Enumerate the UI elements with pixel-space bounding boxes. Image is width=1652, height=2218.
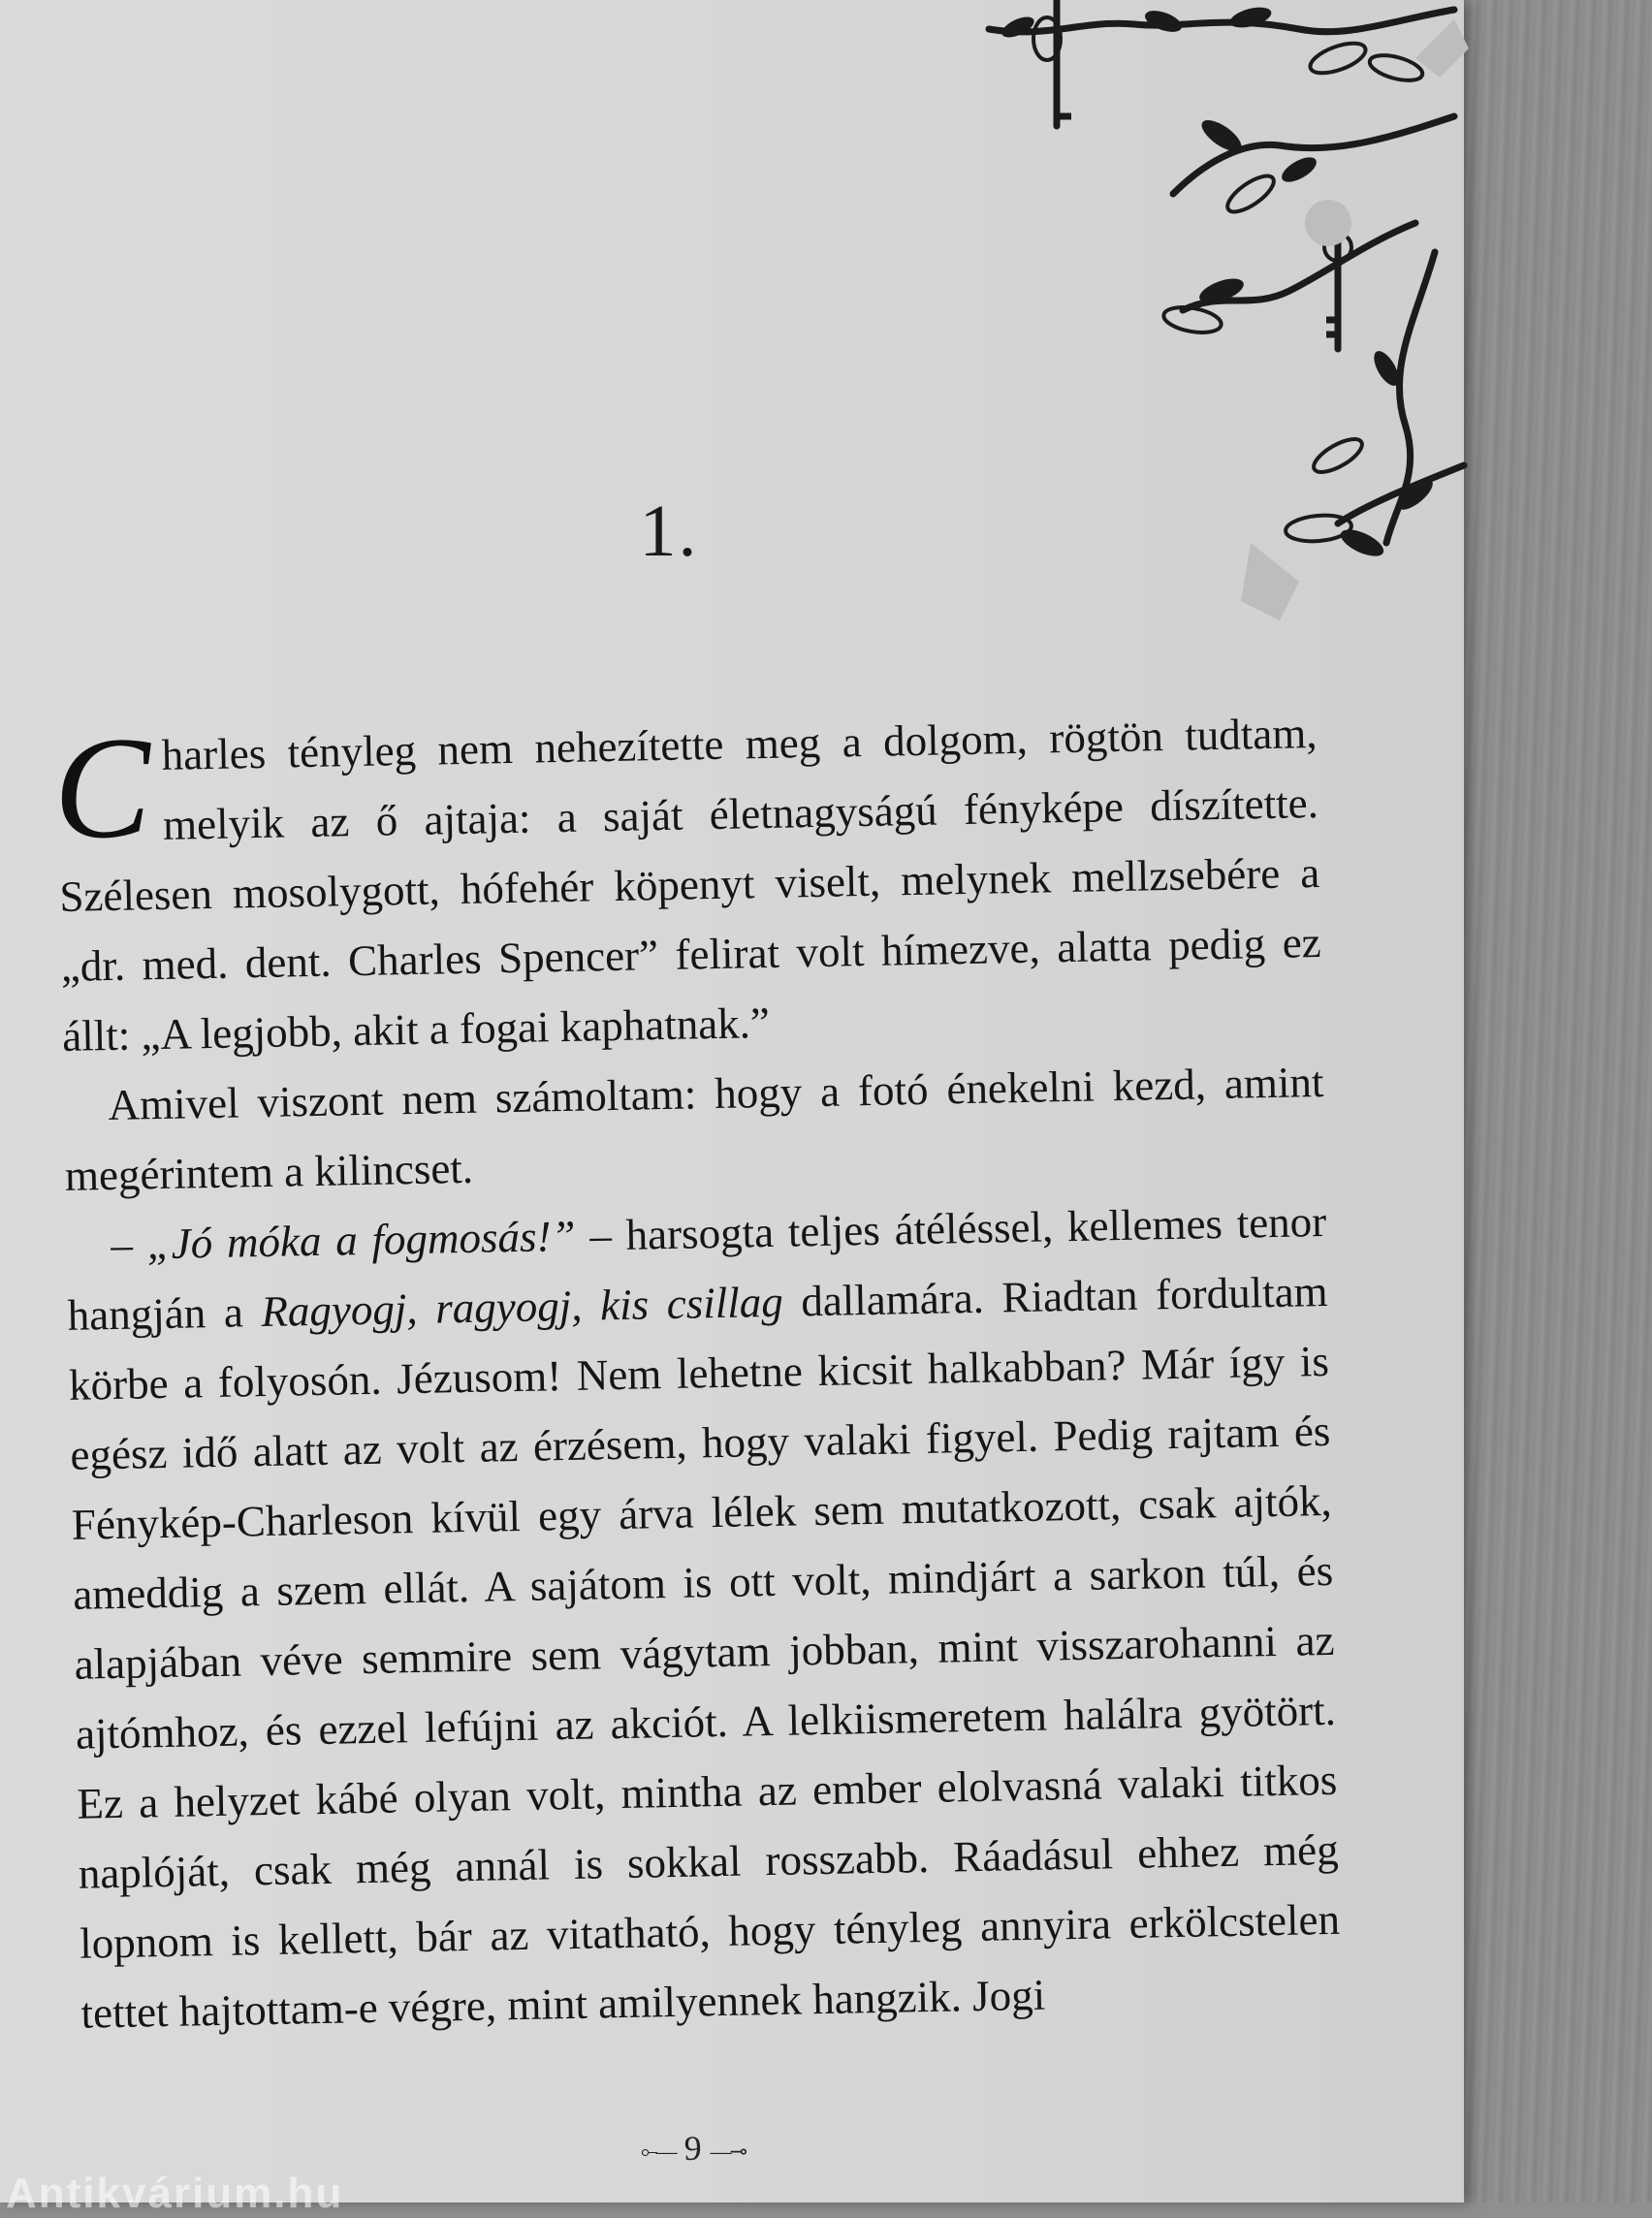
paragraph-1-text: harles tényleg nem nehezítette meg a dolgom, rögtön tudtam, melyik az ő ajtaja: a saját életnagyságú fényképe díszítette. Szélesen mosolygott, hófehér köpenyt viselt, melynek mellzsebére a „dr. med. dent. Charles Spencer” felirat volt hímezve, alatta pedig ez állt: „A legjobb, akit a fogai kaphatnak.” bbox=[58, 709, 1322, 1061]
song-title: „Jó móka a fogmosás!” bbox=[146, 1211, 576, 1269]
left-ornament-icon: ⟜— bbox=[640, 2139, 676, 2164]
dialogue-dash: – bbox=[110, 1220, 148, 1270]
watermark: Antikvárium.hu bbox=[6, 2170, 344, 2217]
vine-with-keys-icon bbox=[931, 0, 1474, 659]
paragraph-3-text-a: – harsogta teljes átéléssel, kellemes tenor hangján a bbox=[67, 1196, 1327, 1340]
paragraph-3-text-b: dallamára. Riadtan fordultam körbe a folyosón. Jézusom! Nem lehetne kicsit halkabban? Már így is egész idő alatt az volt az érzésem, hogy valaki figyel. Pedig rajtam és Fénykép-Charleson kívül egy árva lélek sem mutatkozott, csak ajtók, ameddig a szem ellát. A sajátom is ott volt, mindjárt a sarkon túl, és alapjában véve semmire sem vágytam jobban, mint visszarohanni az ajtómhoz, és ezzel lefújni az akciót. A lelkiismeretem halálra gyötört. Ez a helyzet kábé olyan volt, mintha az ember elolvasná valaki titkos naplóját, csak még annál is sokkal rosszabb. Ráadásul ehhez még lopnom is kellett, bár az vitatható, hogy tényleg annyira erkölcstelen tettet hajtottam-e végre, mint amilyennek hangzik. Jogi bbox=[68, 1266, 1341, 2038]
body-text bbox=[51, 698, 1342, 2048]
drop-cap: C bbox=[51, 707, 152, 871]
page-number-footer bbox=[620, 2128, 766, 2169]
right-ornament-icon: —⊸ bbox=[710, 2139, 747, 2164]
chapter-number: 1. bbox=[639, 491, 699, 572]
paragraph-3 bbox=[66, 1187, 1342, 2048]
tune-title: Ragyogj, ragyogj, kis csillag bbox=[260, 1277, 784, 1337]
page-number: 9 bbox=[683, 2129, 702, 2168]
paragraph-1 bbox=[51, 698, 1323, 1071]
paragraph-2: Amivel viszont nem számoltam: hogy a fotó énekelni kezd, amint megérintem a kilincset. bbox=[64, 1057, 1324, 1200]
